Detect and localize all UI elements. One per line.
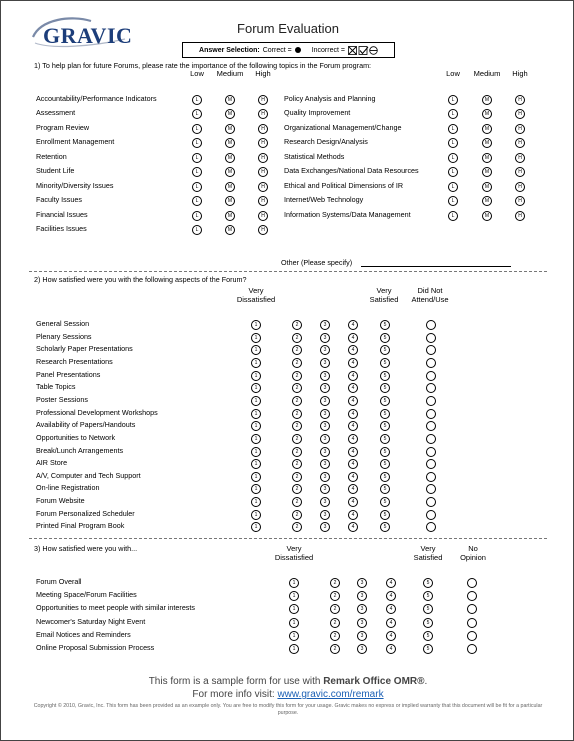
- satisfaction-bubble-2[interactable]: 2: [330, 618, 340, 628]
- satisfaction-bubble-1[interactable]: 1: [251, 345, 261, 355]
- rating-bubble-high[interactable]: H: [258, 211, 268, 221]
- answer-selection-label: Answer Selection:: [199, 46, 260, 54]
- rating-bubble-medium[interactable]: M: [482, 196, 492, 206]
- satisfaction-bubble-5[interactable]: 5: [380, 409, 390, 419]
- did-not-attend-bubble[interactable]: [426, 320, 436, 330]
- q1-topic-label: Information Systems/Data Management: [284, 209, 411, 219]
- q1-other-input[interactable]: [361, 265, 511, 267]
- q1-topic-label: Financial Issues: [36, 209, 88, 219]
- satisfaction-bubble-2[interactable]: 2: [292, 421, 302, 431]
- satisfaction-bubble-5[interactable]: 5: [380, 333, 390, 343]
- satisfaction-bubble-1[interactable]: 1: [251, 459, 261, 469]
- q2-item-label: A/V, Computer and Tech Support: [36, 470, 141, 480]
- did-not-attend-bubble[interactable]: [426, 396, 436, 406]
- rating-bubble-medium[interactable]: M: [225, 124, 235, 134]
- rating-bubble-medium[interactable]: M: [225, 196, 235, 206]
- rating-bubble-high[interactable]: H: [258, 196, 268, 206]
- satisfaction-bubble-2[interactable]: 2: [292, 383, 302, 393]
- q1-topic-label: Data Exchanges/National Data Resources: [284, 166, 419, 176]
- satisfaction-bubble-1[interactable]: 1: [251, 333, 261, 343]
- satisfaction-bubble-5[interactable]: 5: [423, 644, 433, 654]
- q2-header-did-not-attend: Did Not Attend/Use: [411, 286, 449, 304]
- q3-header-very-dissatisfied: Very Dissatisfied: [274, 544, 314, 562]
- satisfaction-bubble-2[interactable]: 2: [330, 591, 340, 601]
- satisfaction-bubble-4[interactable]: 4: [386, 644, 396, 654]
- rating-bubble-low[interactable]: L: [192, 196, 202, 206]
- satisfaction-bubble-2[interactable]: 2: [292, 396, 302, 406]
- satisfaction-bubble-2[interactable]: 2: [292, 409, 302, 419]
- q1-topic-label: Organizational Management/Change: [284, 122, 402, 132]
- satisfaction-bubble-1[interactable]: 1: [251, 510, 261, 520]
- q1-topic-label: Quality Improvement: [284, 108, 351, 118]
- did-not-attend-bubble[interactable]: [426, 434, 436, 444]
- satisfaction-bubble-5[interactable]: 5: [380, 371, 390, 381]
- satisfaction-bubble-4[interactable]: 4: [348, 371, 358, 381]
- rating-bubble-low[interactable]: L: [192, 225, 202, 235]
- rating-bubble-medium[interactable]: M: [225, 225, 235, 235]
- rating-bubble-medium[interactable]: M: [482, 95, 492, 105]
- satisfaction-bubble-5[interactable]: 5: [380, 383, 390, 393]
- satisfaction-bubble-2[interactable]: 2: [330, 578, 340, 588]
- satisfaction-bubble-2[interactable]: 2: [330, 631, 340, 641]
- rating-bubble-medium[interactable]: M: [225, 109, 235, 119]
- did-not-attend-bubble[interactable]: [426, 421, 436, 431]
- satisfaction-bubble-3[interactable]: 3: [320, 497, 330, 507]
- satisfaction-bubble-1[interactable]: 1: [289, 578, 299, 588]
- q1-topic-label: Research Design/Analysis: [284, 137, 368, 147]
- satisfaction-bubble-4[interactable]: 4: [348, 447, 358, 457]
- did-not-attend-bubble[interactable]: [426, 472, 436, 482]
- satisfaction-bubble-4[interactable]: 4: [386, 591, 396, 601]
- q2-header-very-dissatisfied: Very Dissatisfied: [236, 286, 276, 304]
- satisfaction-bubble-5[interactable]: 5: [380, 510, 390, 520]
- satisfaction-bubble-3[interactable]: 3: [320, 447, 330, 457]
- satisfaction-bubble-5[interactable]: 5: [380, 472, 390, 482]
- rating-bubble-low[interactable]: L: [448, 182, 458, 192]
- rating-bubble-high[interactable]: H: [258, 124, 268, 134]
- q2-item-label: Break/Lunch Arrangements: [36, 445, 124, 455]
- rating-bubble-high[interactable]: H: [515, 109, 525, 119]
- filled-dot-icon: [295, 47, 301, 53]
- satisfaction-bubble-1[interactable]: 1: [251, 421, 261, 431]
- satisfaction-bubble-3[interactable]: 3: [320, 371, 330, 381]
- q1-scale-left-medium: Medium: [216, 69, 244, 78]
- no-opinion-bubble[interactable]: [467, 604, 477, 614]
- q1-topic-label: Faculty Issues: [36, 195, 82, 205]
- satisfaction-bubble-1[interactable]: 1: [251, 522, 261, 532]
- q2-item-label: General Session: [36, 319, 90, 328]
- did-not-attend-bubble[interactable]: [426, 510, 436, 520]
- satisfaction-bubble-5[interactable]: 5: [380, 447, 390, 457]
- no-opinion-bubble[interactable]: [467, 631, 477, 641]
- rating-bubble-medium[interactable]: M: [482, 153, 492, 163]
- satisfaction-bubble-3[interactable]: 3: [357, 591, 367, 601]
- footer-prefix: This form is a sample form for use with: [148, 676, 324, 687]
- q1-topic-label: Accountability/Performance Indicators: [36, 94, 157, 103]
- q1-topic-label: Policy Analysis and Planning: [284, 94, 376, 103]
- rating-bubble-low[interactable]: L: [192, 167, 202, 177]
- satisfaction-bubble-5[interactable]: 5: [380, 459, 390, 469]
- satisfaction-bubble-2[interactable]: 2: [292, 510, 302, 520]
- satisfaction-bubble-1[interactable]: 1: [289, 644, 299, 654]
- satisfaction-bubble-2[interactable]: 2: [292, 371, 302, 381]
- footer-link[interactable]: www.gravic.com/remark: [277, 689, 384, 700]
- q1-topic-label: Minority/Diversity Issues: [36, 180, 114, 190]
- satisfaction-bubble-4[interactable]: 4: [348, 396, 358, 406]
- satisfaction-bubble-4[interactable]: 4: [348, 320, 358, 330]
- q3-question: 3) How satisfied were you with...: [34, 544, 138, 553]
- satisfaction-bubble-5[interactable]: 5: [423, 578, 433, 588]
- satisfaction-bubble-5[interactable]: 5: [380, 522, 390, 532]
- satisfaction-bubble-3[interactable]: 3: [320, 320, 330, 330]
- q3-header-very-satisfied: Very Satisfied: [413, 544, 443, 562]
- rating-bubble-high[interactable]: H: [258, 138, 268, 148]
- satisfaction-bubble-2[interactable]: 2: [330, 644, 340, 654]
- satisfaction-bubble-4[interactable]: 4: [348, 522, 358, 532]
- satisfaction-bubble-5[interactable]: 5: [380, 358, 390, 368]
- incorrect-marks-icon: [348, 46, 378, 55]
- q2-item-label: Research Presentations: [36, 356, 113, 366]
- satisfaction-bubble-2[interactable]: 2: [292, 358, 302, 368]
- satisfaction-bubble-5[interactable]: 5: [423, 604, 433, 614]
- did-not-attend-bubble[interactable]: [426, 333, 436, 343]
- no-opinion-bubble[interactable]: [467, 618, 477, 628]
- rating-bubble-high[interactable]: H: [258, 225, 268, 235]
- q2-item-label: Forum Personalized Scheduler: [36, 508, 135, 518]
- rating-bubble-low[interactable]: L: [448, 109, 458, 119]
- satisfaction-bubble-3[interactable]: 3: [357, 604, 367, 614]
- rating-bubble-low[interactable]: L: [448, 124, 458, 134]
- satisfaction-bubble-3[interactable]: 3: [320, 409, 330, 419]
- q3-item-label: Opportunities to meet people with similar interests: [36, 603, 195, 613]
- did-not-attend-bubble[interactable]: [426, 358, 436, 368]
- q1-topic-label: Internet/Web Technology: [284, 195, 364, 205]
- satisfaction-bubble-2[interactable]: 2: [292, 447, 302, 457]
- satisfaction-bubble-4[interactable]: 4: [348, 345, 358, 355]
- satisfaction-bubble-5[interactable]: 5: [380, 320, 390, 330]
- satisfaction-bubble-3[interactable]: 3: [357, 631, 367, 641]
- q1-scale-right-low: Low: [446, 69, 460, 78]
- rating-bubble-low[interactable]: L: [192, 182, 202, 192]
- footer-product: Remark Office OMR®: [323, 676, 425, 687]
- satisfaction-bubble-4[interactable]: 4: [386, 604, 396, 614]
- satisfaction-bubble-5[interactable]: 5: [380, 345, 390, 355]
- rating-bubble-low[interactable]: L: [192, 211, 202, 221]
- satisfaction-bubble-3[interactable]: 3: [320, 459, 330, 469]
- footer-copyright: Copyright © 2010, Gravic, Inc. This form has been provided as an example only. You are free to modify this form for your usage. Gravic makes no express or implied warranty that this document will be fit for a particular purpose.: [33, 703, 543, 717]
- did-not-attend-bubble[interactable]: [426, 497, 436, 507]
- rating-bubble-high[interactable]: H: [258, 95, 268, 105]
- rating-bubble-medium[interactable]: M: [482, 211, 492, 221]
- did-not-attend-bubble[interactable]: [426, 383, 436, 393]
- rating-bubble-medium[interactable]: M: [482, 109, 492, 119]
- q3-header-no-opinion: No Opinion: [460, 544, 486, 562]
- q1-topic-label: Assessment: [36, 108, 76, 118]
- satisfaction-bubble-1[interactable]: 1: [251, 484, 261, 494]
- no-opinion-bubble[interactable]: [467, 591, 477, 601]
- satisfaction-bubble-1[interactable]: 1: [251, 371, 261, 381]
- q2-item-label: Availability of Papers/Handouts: [36, 420, 136, 430]
- satisfaction-bubble-4[interactable]: 4: [348, 421, 358, 431]
- satisfaction-bubble-5[interactable]: 5: [380, 396, 390, 406]
- rating-bubble-high[interactable]: H: [258, 182, 268, 192]
- q2-item-label: Professional Development Workshops: [36, 407, 158, 417]
- rating-bubble-high[interactable]: H: [515, 95, 525, 105]
- satisfaction-bubble-1[interactable]: 1: [289, 604, 299, 614]
- footer-note: [1, 675, 574, 701]
- rating-bubble-high[interactable]: H: [258, 167, 268, 177]
- q3-item-label: Forum Overall: [36, 577, 82, 586]
- q1-scale-right-high: High: [512, 69, 528, 78]
- satisfaction-bubble-1[interactable]: 1: [289, 591, 299, 601]
- q2-item-label: Panel Presentations: [36, 369, 101, 379]
- satisfaction-bubble-4[interactable]: 4: [348, 409, 358, 419]
- rating-bubble-low[interactable]: L: [192, 153, 202, 163]
- satisfaction-bubble-3[interactable]: 3: [320, 333, 330, 343]
- rating-bubble-high[interactable]: H: [515, 182, 525, 192]
- q1-topic-label: Retention: [36, 151, 67, 161]
- satisfaction-bubble-5[interactable]: 5: [380, 484, 390, 494]
- q2-item-label: Poster Sessions: [36, 394, 88, 404]
- footer-suffix: .: [424, 676, 428, 687]
- rating-bubble-high[interactable]: H: [515, 124, 525, 134]
- footer-line-1: [1, 675, 574, 688]
- logo-wordmark: GRAVIC: [43, 23, 133, 48]
- q1-topic-label: Statistical Methods: [284, 151, 345, 161]
- satisfaction-bubble-3[interactable]: 3: [320, 522, 330, 532]
- no-opinion-bubble[interactable]: [467, 578, 477, 588]
- rating-bubble-low[interactable]: L: [192, 109, 202, 119]
- did-not-attend-bubble[interactable]: [426, 522, 436, 532]
- satisfaction-bubble-1[interactable]: 1: [251, 447, 261, 457]
- q1-other-label: Other (Please specify): [281, 258, 353, 267]
- rating-bubble-low[interactable]: L: [448, 167, 458, 177]
- satisfaction-bubble-5[interactable]: 5: [380, 421, 390, 431]
- rating-bubble-medium[interactable]: M: [225, 95, 235, 105]
- did-not-attend-bubble[interactable]: [426, 484, 436, 494]
- satisfaction-bubble-3[interactable]: 3: [320, 358, 330, 368]
- satisfaction-bubble-1[interactable]: 1: [251, 497, 261, 507]
- satisfaction-bubble-2[interactable]: 2: [292, 472, 302, 482]
- q2-item-label: Table Topics: [36, 382, 76, 392]
- did-not-attend-bubble[interactable]: [426, 459, 436, 469]
- satisfaction-bubble-2[interactable]: 2: [292, 459, 302, 469]
- satisfaction-bubble-5[interactable]: 5: [423, 631, 433, 641]
- satisfaction-bubble-2[interactable]: 2: [292, 345, 302, 355]
- satisfaction-bubble-3[interactable]: 3: [320, 434, 330, 444]
- satisfaction-bubble-4[interactable]: 4: [386, 618, 396, 628]
- satisfaction-bubble-1[interactable]: 1: [251, 358, 261, 368]
- satisfaction-bubble-3[interactable]: 3: [320, 510, 330, 520]
- q3-item-label: Newcomer's Saturday Night Event: [36, 616, 146, 626]
- satisfaction-bubble-1[interactable]: 1: [251, 396, 261, 406]
- satisfaction-bubble-3[interactable]: 3: [320, 396, 330, 406]
- rating-bubble-high[interactable]: H: [258, 109, 268, 119]
- satisfaction-bubble-4[interactable]: 4: [348, 497, 358, 507]
- rating-bubble-low[interactable]: L: [192, 95, 202, 105]
- satisfaction-bubble-5[interactable]: 5: [423, 591, 433, 601]
- satisfaction-bubble-2[interactable]: 2: [292, 320, 302, 330]
- satisfaction-bubble-5[interactable]: 5: [380, 434, 390, 444]
- footer-visit-label: For more info visit:: [192, 689, 278, 700]
- satisfaction-bubble-4[interactable]: 4: [386, 631, 396, 641]
- q3-item-label: Meeting Space/Forum Facilities: [36, 590, 137, 600]
- satisfaction-bubble-3[interactable]: 3: [320, 421, 330, 431]
- rating-bubble-high[interactable]: H: [515, 196, 525, 206]
- q2-item-label: Printed Final Program Book: [36, 521, 125, 531]
- section-divider: [29, 271, 547, 272]
- satisfaction-bubble-1[interactable]: 1: [251, 383, 261, 393]
- satisfaction-bubble-3[interactable]: 3: [320, 484, 330, 494]
- did-not-attend-bubble[interactable]: [426, 409, 436, 419]
- did-not-attend-bubble[interactable]: [426, 447, 436, 457]
- rating-bubble-high[interactable]: H: [258, 153, 268, 163]
- rating-bubble-medium[interactable]: M: [225, 138, 235, 148]
- satisfaction-bubble-3[interactable]: 3: [357, 644, 367, 654]
- satisfaction-bubble-4[interactable]: 4: [386, 578, 396, 588]
- rating-bubble-low[interactable]: L: [448, 196, 458, 206]
- satisfaction-bubble-5[interactable]: 5: [380, 497, 390, 507]
- q1-topic-label: Program Review: [36, 122, 90, 132]
- q2-item-label: Forum Website: [36, 496, 85, 506]
- rating-bubble-high[interactable]: H: [515, 153, 525, 163]
- no-opinion-bubble[interactable]: [467, 644, 477, 654]
- q1-question: 1) To help plan for future Forums, please rate the importance of the following topics in the Forum program:: [34, 61, 372, 70]
- q1-topic-label: Student Life: [36, 166, 75, 176]
- satisfaction-bubble-2[interactable]: 2: [330, 604, 340, 614]
- satisfaction-bubble-1[interactable]: 1: [251, 409, 261, 419]
- rating-bubble-medium[interactable]: M: [482, 167, 492, 177]
- q1-scale-right-medium: Medium: [473, 69, 501, 78]
- satisfaction-bubble-1[interactable]: 1: [251, 434, 261, 444]
- satisfaction-bubble-4[interactable]: 4: [348, 358, 358, 368]
- satisfaction-bubble-1[interactable]: 1: [289, 631, 299, 641]
- q2-header-very-satisfied: Very Satisfied: [369, 286, 399, 304]
- satisfaction-bubble-2[interactable]: 2: [292, 484, 302, 494]
- satisfaction-bubble-4[interactable]: 4: [348, 333, 358, 343]
- rating-bubble-high[interactable]: H: [515, 138, 525, 148]
- q1-topic-label: Facilities Issues: [36, 224, 87, 234]
- q1-scale-left-low: Low: [190, 69, 204, 78]
- q2-question: 2) How satisfied were you with the following aspects of the Forum?: [34, 275, 247, 284]
- satisfaction-bubble-2[interactable]: 2: [292, 434, 302, 444]
- satisfaction-bubble-1[interactable]: 1: [251, 472, 261, 482]
- q2-item-label: AIR Store: [36, 458, 68, 468]
- satisfaction-bubble-4[interactable]: 4: [348, 434, 358, 444]
- satisfaction-bubble-4[interactable]: 4: [348, 459, 358, 469]
- satisfaction-bubble-2[interactable]: 2: [292, 333, 302, 343]
- q1-topic-label: Ethical and Political Dimensions of IR: [284, 180, 404, 190]
- footer-line-2: [1, 688, 574, 701]
- rating-bubble-medium[interactable]: M: [225, 211, 235, 221]
- q1-scale-left-high: High: [255, 69, 271, 78]
- satisfaction-bubble-4[interactable]: 4: [348, 484, 358, 494]
- q2-item-label: On-line Registration: [36, 483, 100, 493]
- satisfaction-bubble-1[interactable]: 1: [289, 618, 299, 628]
- rating-bubble-low[interactable]: L: [448, 95, 458, 105]
- q3-item-label: Email Notices and Reminders: [36, 629, 131, 639]
- satisfaction-bubble-5[interactable]: 5: [423, 618, 433, 628]
- rating-bubble-high[interactable]: H: [515, 167, 525, 177]
- rating-bubble-medium[interactable]: M: [482, 182, 492, 192]
- section-divider: [29, 538, 547, 539]
- rating-bubble-low[interactable]: L: [448, 153, 458, 163]
- satisfaction-bubble-3[interactable]: 3: [320, 472, 330, 482]
- satisfaction-bubble-4[interactable]: 4: [348, 383, 358, 393]
- satisfaction-bubble-3[interactable]: 3: [320, 383, 330, 393]
- rating-bubble-medium[interactable]: M: [225, 182, 235, 192]
- answer-selection-legend: [182, 42, 395, 58]
- rating-bubble-medium[interactable]: M: [225, 167, 235, 177]
- did-not-attend-bubble[interactable]: [426, 371, 436, 381]
- q1-topic-label: Enrollment Management: [36, 137, 115, 147]
- satisfaction-bubble-1[interactable]: 1: [251, 320, 261, 330]
- rating-bubble-low[interactable]: L: [448, 211, 458, 221]
- rating-bubble-medium[interactable]: M: [482, 124, 492, 134]
- satisfaction-bubble-3[interactable]: 3: [357, 578, 367, 588]
- satisfaction-bubble-4[interactable]: 4: [348, 510, 358, 520]
- did-not-attend-bubble[interactable]: [426, 345, 436, 355]
- q2-item-label: Scholarly Paper Presentations: [36, 344, 133, 354]
- q2-item-label: Plenary Sessions: [36, 331, 92, 341]
- form-title: Forum Evaluation: [237, 21, 339, 36]
- rating-bubble-low[interactable]: L: [448, 138, 458, 148]
- q2-item-label: Opportunities to Network: [36, 432, 116, 442]
- satisfaction-bubble-4[interactable]: 4: [348, 472, 358, 482]
- correct-label: Correct =: [262, 46, 292, 54]
- rating-bubble-medium[interactable]: M: [225, 153, 235, 163]
- q3-item-label: Online Proposal Submission Process: [36, 643, 155, 652]
- satisfaction-bubble-2[interactable]: 2: [292, 522, 302, 532]
- incorrect-label: Incorrect =: [311, 46, 345, 54]
- satisfaction-bubble-2[interactable]: 2: [292, 497, 302, 507]
- rating-bubble-high[interactable]: H: [515, 211, 525, 221]
- rating-bubble-low[interactable]: L: [192, 124, 202, 134]
- rating-bubble-medium[interactable]: M: [482, 138, 492, 148]
- satisfaction-bubble-3[interactable]: 3: [320, 345, 330, 355]
- rating-bubble-low[interactable]: L: [192, 138, 202, 148]
- satisfaction-bubble-3[interactable]: 3: [357, 618, 367, 628]
